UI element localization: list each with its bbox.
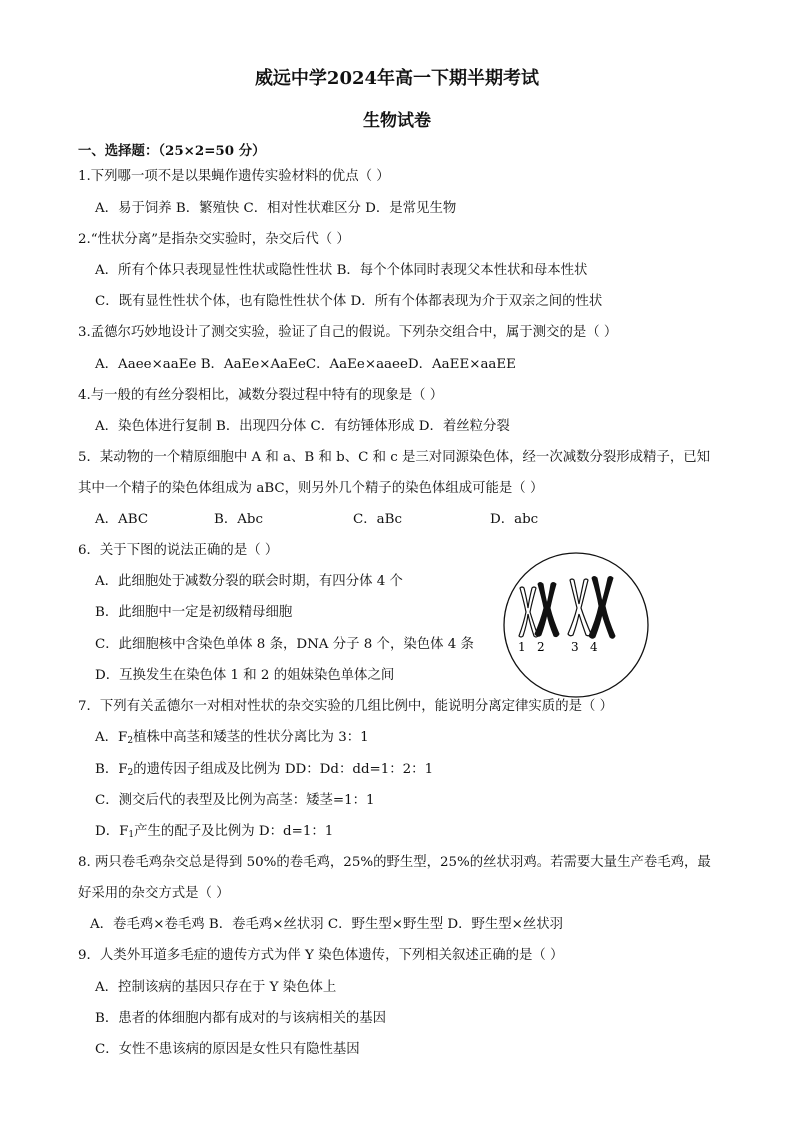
- chromosome-label-2: 2: [537, 640, 545, 654]
- chromosome-label-4: 4: [590, 640, 598, 654]
- q2-stem: 2.“性状分离”是指杂交实验时，杂交后代（ ）: [78, 232, 350, 247]
- q7-option-b-text: 的遗传因子组成及比例为 DD：Dd：dd=1：2：1: [133, 762, 434, 777]
- q7-option-a-subscript: 2: [127, 736, 134, 746]
- q5-option-b: B．Abc: [214, 512, 263, 527]
- q2-options-cd: C．既有显性性状个体，也有隐性性状个体 D．所有个体都表现为介于双亲之间的性状: [95, 294, 603, 309]
- q7-stem: 7．下列有关孟德尔一对相对性状的杂交实验的几组比例中，能说明分离定律实质的是（ ）: [78, 699, 614, 714]
- q5-option-d: D．abc: [490, 512, 539, 527]
- q6-stem: 6．关于下图的说法正确的是（ ）: [78, 543, 279, 558]
- q2-options-ab: A．所有个体只表现显性性状或隐性性状 B．每个个体同时表现父本性状和母本性状: [95, 263, 588, 278]
- q5-option-c: C．aBc: [353, 512, 402, 527]
- q4-options: A．染色体进行复制 B．出现四分体 C．有纺锤体形成 D．着丝粒分裂: [95, 419, 510, 434]
- q5-stem-line2: 其中一个精子的染色体组成为 aBC，则另外几个精子的染色体组成可能是（ ）: [78, 481, 544, 496]
- q4-stem: 4.与一般的有丝分裂相比，减数分裂过程中特有的现象是（ ）: [78, 388, 444, 403]
- q7-option-b-subscript: 2: [127, 768, 134, 778]
- q1-options: A．易于饲养 B．繁殖快 C．相对性状难区分 D．是常见生物: [95, 201, 457, 216]
- q9-option-a: A．控制该病的基因只存在于 Y 染色体上: [95, 980, 337, 995]
- q6-option-b: B．此细胞中一定是初级精母细胞: [95, 605, 293, 620]
- q9-option-b: B．患者的体细胞内都有成对的与该病相关的基因: [95, 1011, 387, 1026]
- q5-option-a: A．ABC: [95, 512, 149, 527]
- q7-option-d-text: 产生的配子及比例为 D：d=1：1: [134, 824, 334, 839]
- q6-option-d: D．互换发生在染色体 1 和 2 的姐妹染色单体之间: [95, 668, 395, 683]
- q7-option-b: [95, 761, 433, 782]
- chromosome-label-1: 1: [518, 640, 526, 654]
- section-heading: 一、选择题：（25×2=50 分）: [78, 143, 266, 159]
- exam-subtitle: 生物试卷: [363, 111, 431, 131]
- q3-options: A．Aaee×aaEe B．AaEe×AaEeC．AaEe×aaeeD．AaEE×aaEE: [95, 357, 516, 372]
- exam-title: 威远中学2024年高一下期半期考试: [254, 68, 540, 89]
- q1-stem: 1.下列哪一项不是以果蝇作遗传实验材料的优点（ ）: [78, 169, 390, 184]
- q7-option-a-prefix: A．F: [95, 730, 128, 745]
- q8-stem-line1: 8. 两只卷毛鸡杂交总是得到 50%的卷毛鸡，25%的野生型，25%的丝状羽鸡。若需要大量生产卷毛鸡，最: [78, 855, 711, 870]
- q7-option-d: [95, 823, 333, 844]
- q5-stem-line1: 5．某动物的一个精原细胞中 A 和 a、B 和 b、C 和 c 是三对同源染色体，经一次减数分裂形成精子，已知: [78, 450, 711, 465]
- q9-option-c: C．女性不患该病的原因是女性只有隐性基因: [95, 1042, 360, 1057]
- q8-options: A．卷毛鸡×卷毛鸡 B．卷毛鸡×丝状羽 C．野生型×野生型 D．野生型×丝状羽: [90, 917, 564, 932]
- q8-stem-line2: 好采用的杂交方式是（ ）: [78, 886, 230, 901]
- q3-stem: 3.孟德尔巧妙地设计了测交实验，验证了自己的假说。下列杂交组合中，属于测交的是（ ）: [78, 325, 618, 340]
- q6-option-c: C．此细胞核中含染色单体 8 条，DNA 分子 8 个，染色体 4 条: [95, 637, 474, 652]
- q7-option-a-text: 植株中高茎和矮茎的性状分离比为 3：1: [133, 730, 369, 745]
- q7-option-a: [95, 729, 369, 750]
- q7-option-c: C．测交后代的表型及比例为高茎：矮茎=1：1: [95, 793, 375, 808]
- q7-option-d-prefix: D．F: [95, 824, 129, 839]
- q9-stem: 9．人类外耳道多毛症的遗传方式为伴 Y 染色体遗传，下列相关叙述正确的是（ ）: [78, 948, 564, 963]
- q7-option-b-prefix: B．F: [95, 762, 128, 777]
- q7-option-d-subscript: 1: [128, 830, 135, 840]
- chromosome-label-3: 3: [571, 640, 579, 654]
- cell-chromosome-figure: [500, 550, 652, 700]
- q6-option-a: A．此细胞处于减数分裂的联会时期，有四分体 4 个: [95, 574, 403, 589]
